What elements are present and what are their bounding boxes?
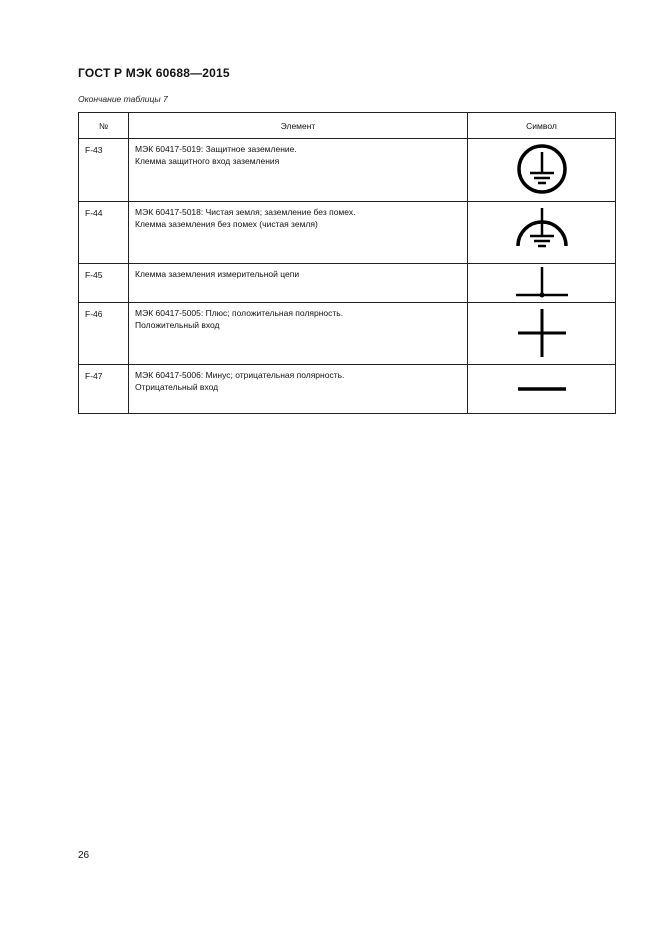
element-line-2: Положительный вход [135, 320, 220, 330]
symbols-table [78, 112, 616, 414]
table-header-row [79, 113, 616, 139]
column-header-number: № [79, 113, 129, 139]
row-element [129, 264, 468, 303]
document-title: ГОСТ Р МЭК 60688—2015 [78, 66, 230, 80]
row-number: F-44 [79, 202, 129, 264]
table-row [79, 202, 616, 264]
minus-icon [512, 379, 572, 399]
element-line-2: Клемма защитного вход заземления [135, 156, 280, 166]
element-line-1: МЭК 60417-5019: Защитное заземление. [135, 144, 297, 154]
row-element [129, 139, 468, 202]
row-symbol [468, 303, 616, 365]
row-element [129, 202, 468, 264]
row-symbol [468, 365, 616, 414]
protective-earth-icon [512, 139, 572, 199]
row-symbol [468, 139, 616, 202]
row-element [129, 365, 468, 414]
table-caption: Окончание таблицы 7 [78, 94, 168, 104]
plus-icon [512, 303, 572, 363]
row-number: F-43 [79, 139, 129, 202]
row-element [129, 303, 468, 365]
row-number: F-45 [79, 264, 129, 303]
element-line-1: МЭК 60417-5005: Плюс; положительная полярность. [135, 308, 344, 318]
noiseless-earth-icon [510, 202, 574, 262]
table-row [79, 303, 616, 365]
table-row [79, 365, 616, 414]
element-line-2: Клемма заземления без помех (чистая земля) [135, 219, 318, 229]
measuring-earth-icon [512, 264, 572, 302]
row-number: F-46 [79, 303, 129, 365]
row-symbol [468, 202, 616, 264]
element-line-2: Отрицательный вход [135, 382, 219, 392]
column-header-symbol: Символ [468, 113, 616, 139]
column-header-element: Элемент [129, 113, 468, 139]
element-line-1: МЭК 60417-5006: Минус; отрицательная полярность. [135, 370, 345, 380]
element-line-1: МЭК 60417-5018: Чистая земля; заземление без помех. [135, 207, 356, 217]
row-number: F-47 [79, 365, 129, 414]
table-row [79, 264, 616, 303]
page-number: 26 [78, 850, 90, 861]
row-symbol [468, 264, 616, 303]
element-line-1: Клемма заземления измерительной цепи [135, 269, 300, 279]
table-row [79, 139, 616, 202]
